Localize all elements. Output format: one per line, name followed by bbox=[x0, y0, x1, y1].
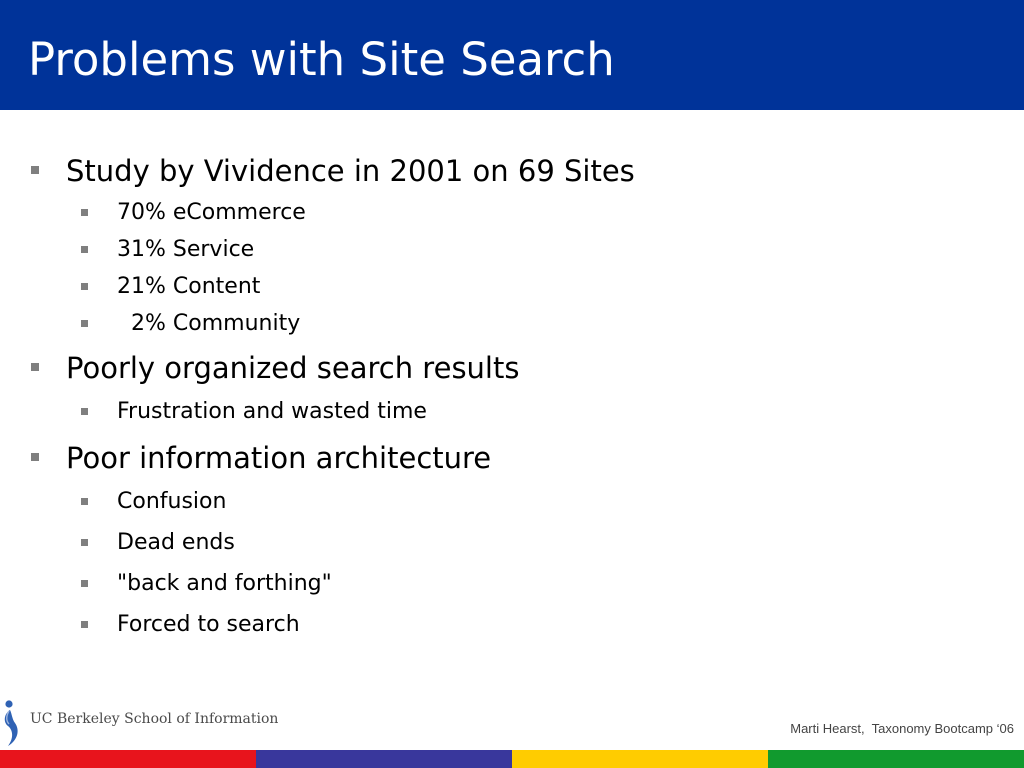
sub-bullet-text: 70% eCommerce bbox=[117, 200, 306, 225]
sub-bullet-text: Dead ends bbox=[117, 530, 235, 555]
sub-bullet-item bbox=[117, 570, 332, 598]
square-bullet-icon bbox=[81, 209, 88, 216]
bullet-text: Study by Vividence in 2001 on 69 Sites bbox=[66, 154, 635, 188]
bullet-item bbox=[66, 350, 519, 386]
slide-title: Problems with Site Search bbox=[28, 33, 615, 86]
bullet-text: Poor information architecture bbox=[66, 441, 492, 475]
sub-bullet-item bbox=[117, 310, 300, 338]
sub-bullet-text: "back and forthing" bbox=[117, 571, 332, 596]
sub-bullet-item bbox=[117, 529, 235, 557]
square-bullet-icon bbox=[81, 246, 88, 253]
sub-bullet-item bbox=[117, 398, 427, 426]
sub-bullet-item bbox=[117, 488, 226, 516]
strip-segment-red bbox=[0, 750, 256, 768]
square-bullet-icon bbox=[81, 283, 88, 290]
sub-bullet-text: Frustration and wasted time bbox=[117, 399, 427, 424]
sub-bullet-item bbox=[117, 236, 254, 264]
square-bullet-icon bbox=[81, 498, 88, 505]
square-bullet-icon bbox=[81, 580, 88, 587]
sub-bullet-text: Confusion bbox=[117, 489, 227, 514]
sub-bullet-item bbox=[117, 273, 260, 301]
bullet-text: Poorly organized search results bbox=[66, 351, 520, 385]
sub-bullet-item bbox=[117, 199, 306, 227]
square-bullet-icon bbox=[31, 166, 39, 174]
strip-segment-green bbox=[768, 750, 1024, 768]
footer-credit: Marti Hearst, Taxonomy Bootcamp ‘06 bbox=[790, 721, 1014, 736]
logo-text: UC Berkeley School of Information bbox=[30, 711, 279, 727]
strip-segment-blue bbox=[256, 750, 512, 768]
square-bullet-icon bbox=[81, 621, 88, 628]
sub-bullet-text: 2% Community bbox=[117, 311, 301, 336]
color-strip bbox=[0, 750, 1024, 768]
sub-bullet-item bbox=[117, 611, 300, 639]
bullet-item bbox=[66, 153, 635, 189]
sub-bullet-text: Forced to search bbox=[117, 612, 300, 637]
square-bullet-icon bbox=[81, 539, 88, 546]
sub-bullet-text: 21% Content bbox=[117, 274, 261, 299]
square-bullet-icon bbox=[81, 408, 88, 415]
square-bullet-icon bbox=[81, 320, 88, 327]
square-bullet-icon bbox=[31, 453, 39, 461]
strip-segment-yellow bbox=[512, 750, 768, 768]
square-bullet-icon bbox=[31, 363, 39, 371]
sub-bullet-text: 31% Service bbox=[117, 237, 255, 262]
bullet-item bbox=[66, 440, 491, 476]
